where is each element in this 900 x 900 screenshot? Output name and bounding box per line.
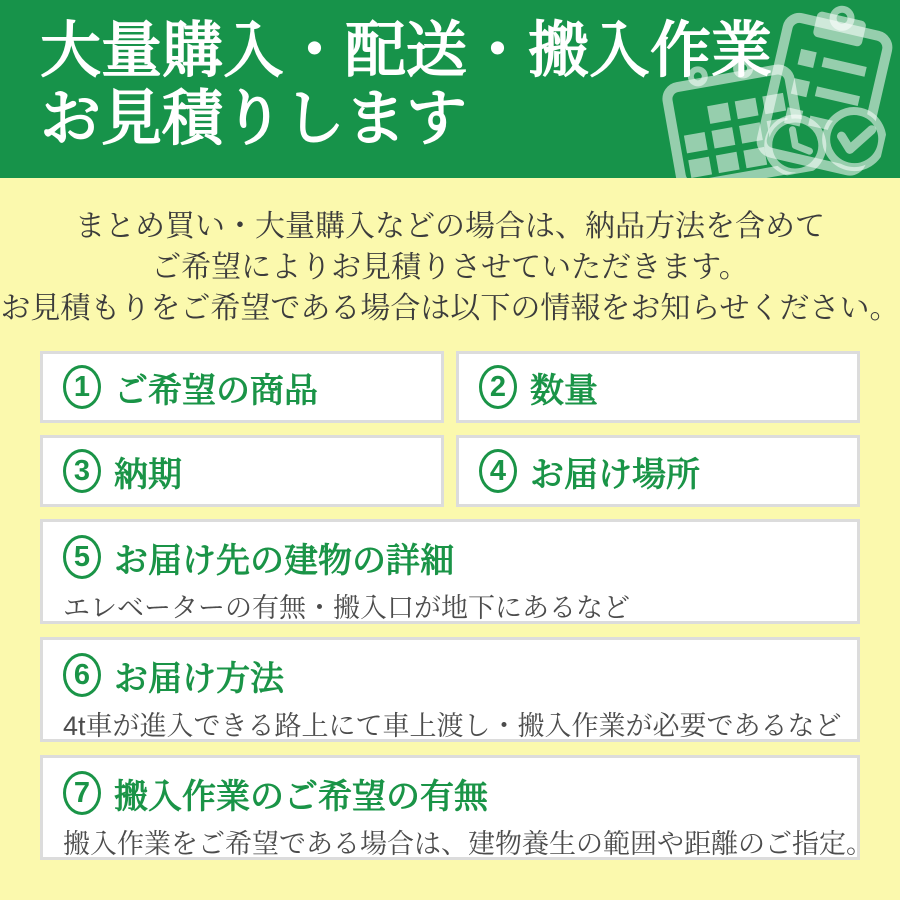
item-number-badge: 6 [63,653,101,697]
item-title: 搬入作業のご希望の有無 [114,777,488,816]
item-number-badge: 3 [63,449,101,493]
page-title-line1: 大量購入・配送・搬入作業 [40,16,773,84]
item-title: お届け方法 [114,659,284,698]
info-box-delivery-method [40,637,860,742]
item-title-row [63,769,837,817]
item-title: お届け先の建物の詳細 [114,541,454,580]
intro-line: まとめ買い・大量購入などの場合は、納品方法を含めて [75,210,825,243]
page-title-line2: お見積りします [40,84,468,152]
item-title: 納期 [114,455,182,494]
info-box-quantity [456,351,860,423]
item-title-row [63,651,837,699]
info-row-2 [40,435,860,507]
info-box-delivery-place [456,435,860,507]
item-title: ご希望の商品 [114,371,318,410]
item-number-badge: 5 [63,535,101,579]
header-banner [0,0,900,178]
intro-text [0,178,900,329]
item-title: お届け場所 [530,455,700,494]
item-description: 搬入作業をご希望である場合は、建物養生の範囲や距離のご指定。 [63,829,873,859]
intro-line: お見積もりをご希望である場合は以下の情報をお知らせください。 [0,292,900,325]
info-box-carry-in-work [40,755,873,860]
item-title-row [63,533,837,581]
item-description: エレベーターの有無・搬入口が地下にあるなど [63,593,630,623]
item-number-badge: 4 [479,449,517,493]
info-grid [40,351,873,860]
item-title: 数量 [530,371,598,410]
item-description: 4t車が進入できる路上にて車上渡し・搬入作業が必要であるなど [63,711,842,741]
item-number-badge: 2 [479,365,517,409]
intro-line: ご希望によりお見積りさせていただきます。 [151,251,749,284]
info-box-delivery-date [40,435,444,507]
info-box-building-details [40,519,860,624]
info-row-1 [40,351,860,423]
item-number-badge: 7 [63,771,101,815]
page-title [0,0,900,152]
item-number-badge: 1 [63,365,101,409]
info-box-desired-product [40,351,444,423]
